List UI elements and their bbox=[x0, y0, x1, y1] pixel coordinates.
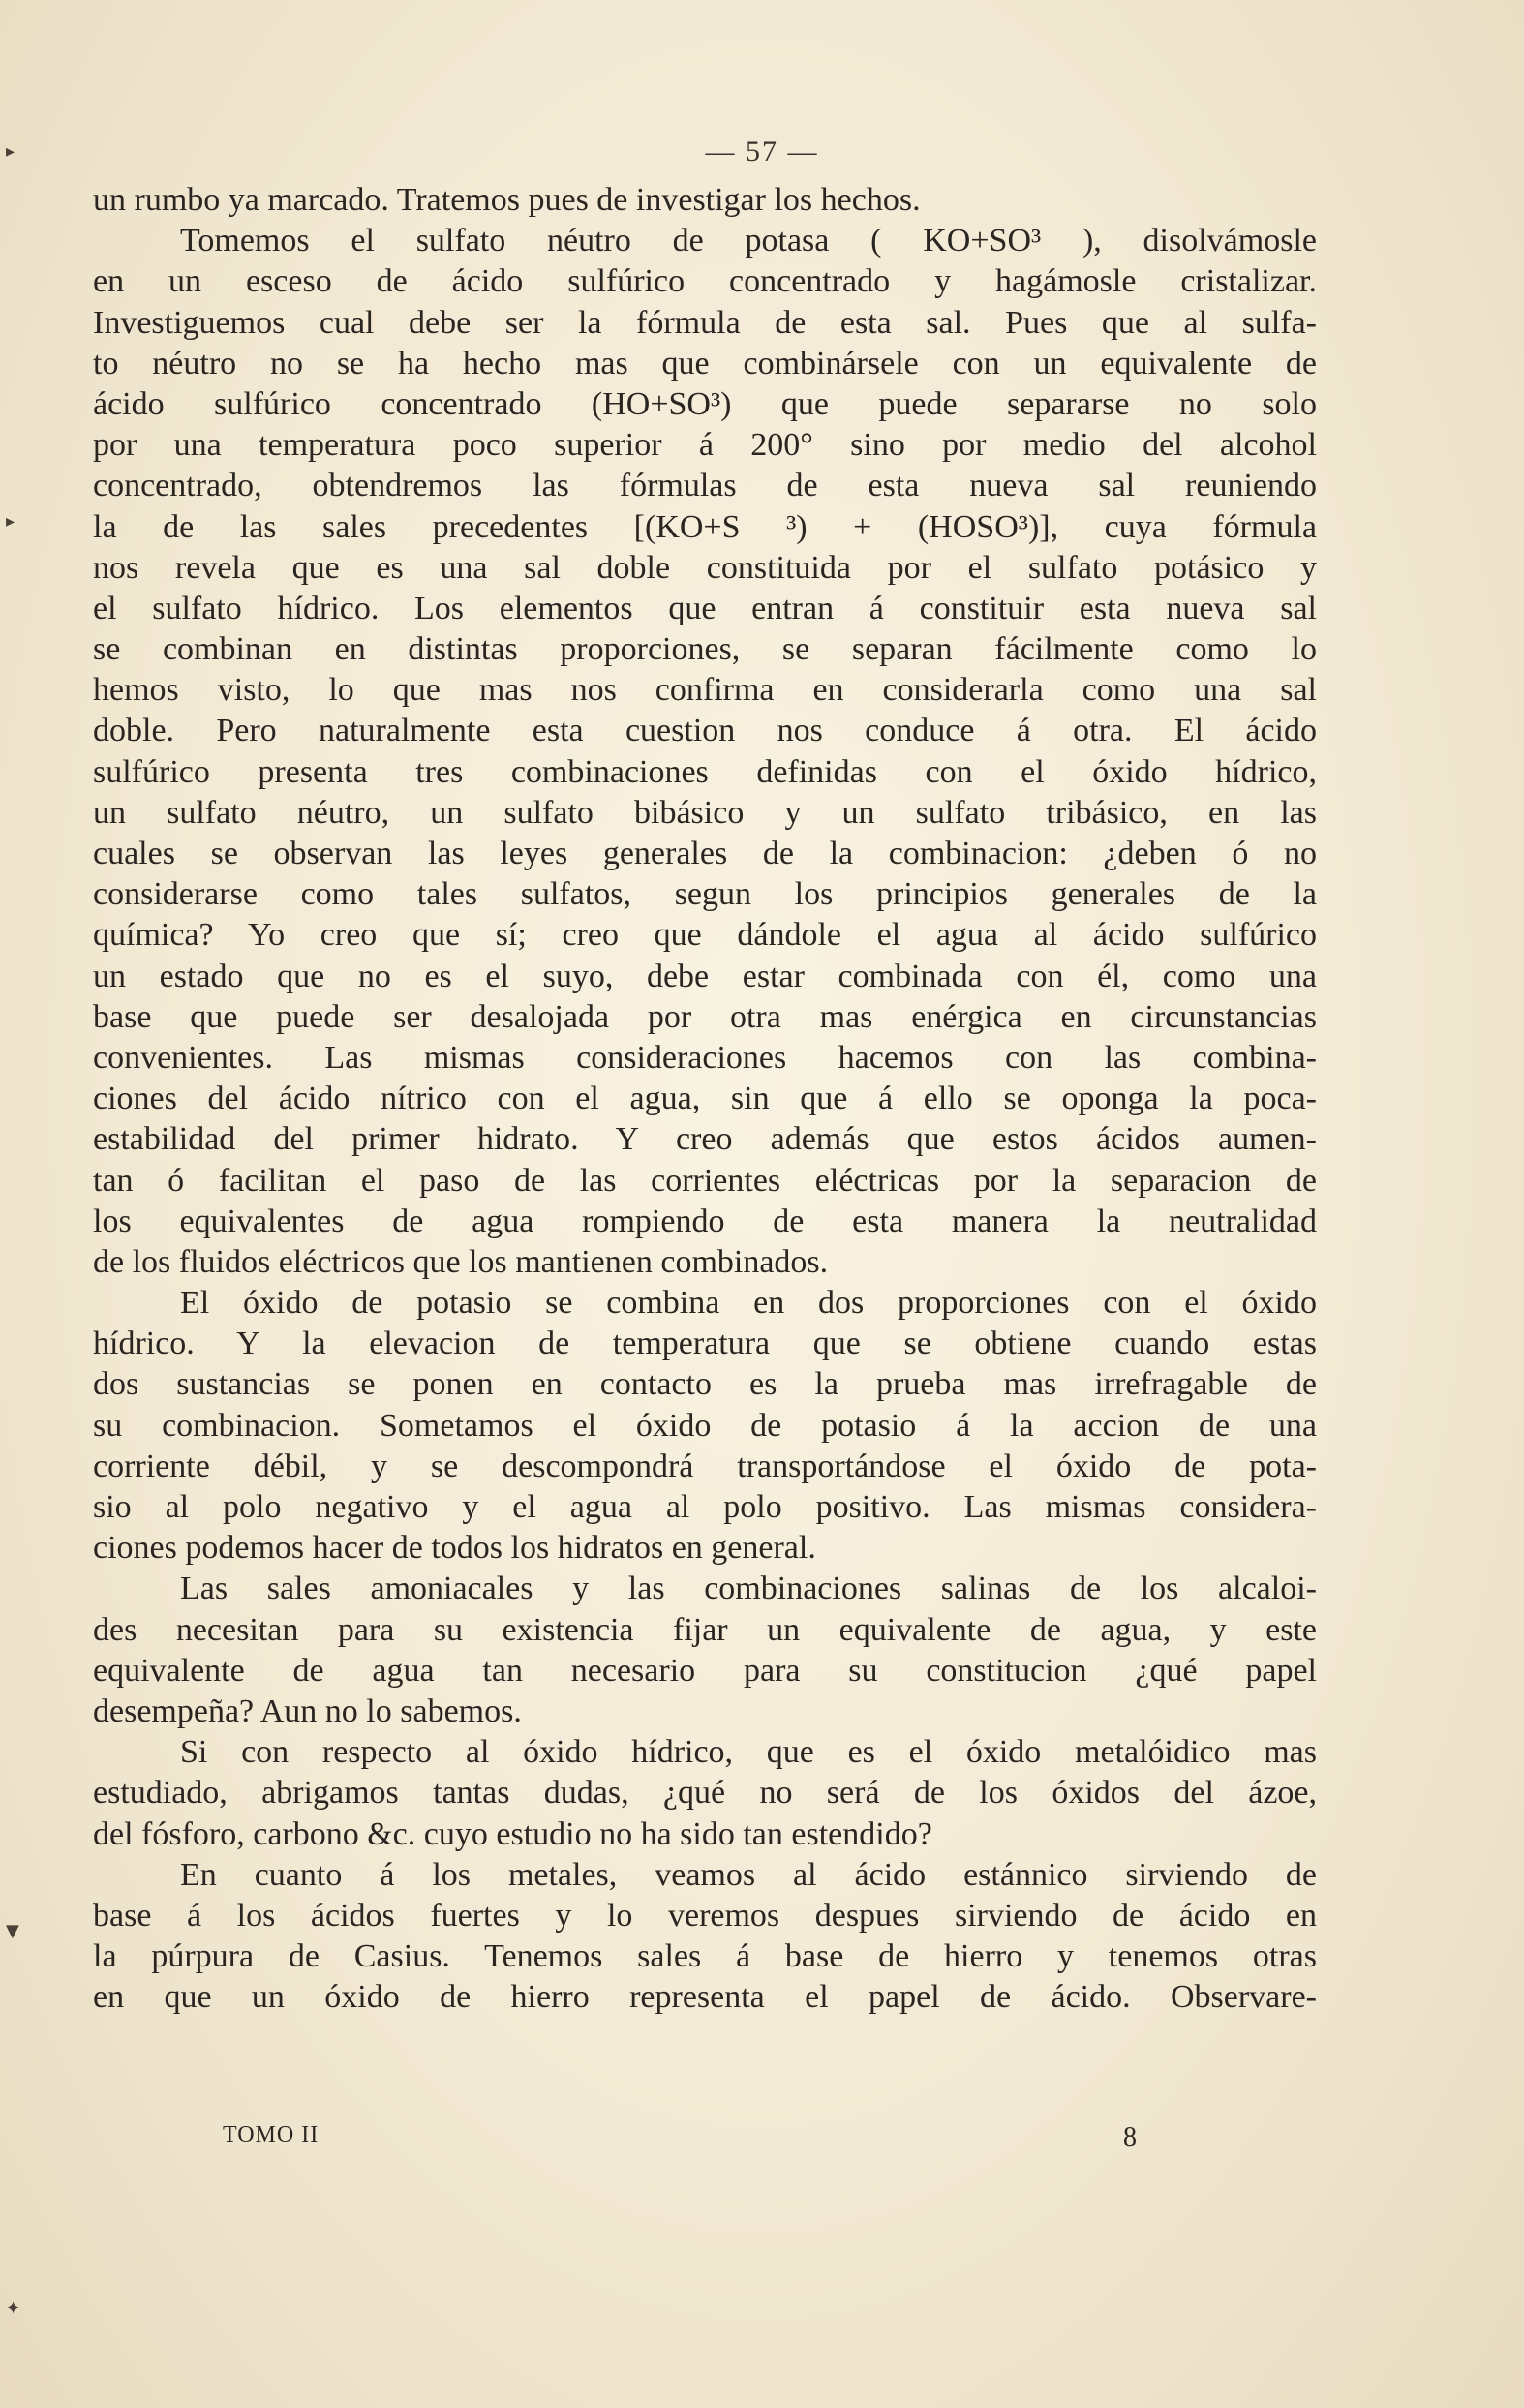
text-line: El óxido de potasio se combina en dos proporciones con el óxido bbox=[180, 1285, 1317, 1322]
text-line: sio al polo negativo y el agua al polo positivo. Las mismas considera- bbox=[93, 1489, 1317, 1525]
text-line: En cuanto á los metales, veamos al ácido estánnico sirviendo de bbox=[180, 1856, 1317, 1893]
margin-mark: ▸ bbox=[6, 141, 15, 162]
text-line: Investiguemos cual debe ser la fórmula de esta sal. Pues que al sulfa- bbox=[93, 304, 1317, 341]
page-number: — 57 — bbox=[705, 136, 819, 168]
margin-mark: ▸ bbox=[6, 511, 15, 532]
text-line: se combinan en distintas proporciones, se separan fácilmente como lo bbox=[93, 631, 1317, 668]
text-line: Tomemos el sulfato néutro de potasa ( KO+SO³ ), disolvámosle bbox=[180, 223, 1317, 259]
text-line: hídrico. Y la elevacion de temperatura que se obtiene cuando estas bbox=[93, 1326, 1317, 1362]
text-line: hemos visto, lo que mas nos confirma en considerarla como una sal bbox=[93, 672, 1317, 709]
body-text bbox=[93, 180, 1317, 2018]
text-line: sulfúrico presenta tres combinaciones definidas con el óxido hídrico, bbox=[93, 753, 1317, 790]
text-line: estudiado, abrigamos tantas dudas, ¿qué no será de los óxidos del ázoe, bbox=[93, 1775, 1317, 1812]
text-line: ácido sulfúrico concentrado (HO+SO³) que puede separarse no solo bbox=[93, 385, 1317, 422]
text-line: los equivalentes de agua rompiendo de esta manera la neutralidad bbox=[93, 1203, 1317, 1239]
text-line: ciones del ácido nítrico con el agua, sin que á ello se oponga la poca- bbox=[93, 1081, 1317, 1117]
text-line: base que puede ser desalojada por otra mas enérgica en circunstancias bbox=[93, 998, 1317, 1035]
text-line: el sulfato hídrico. Los elementos que entran á constituir esta nueva sal bbox=[93, 590, 1317, 626]
text-line: química? Yo creo que sí; creo que dándole el agua al ácido sulfúrico bbox=[93, 917, 1317, 954]
text-line: la de las sales precedentes [(KO+S ³) + (HOSO³)], cuya fórmula bbox=[93, 508, 1317, 545]
volume-label: TOMO II bbox=[223, 2122, 320, 2148]
text-line: un sulfato néutro, un sulfato bibásico y un sulfato tribásico, en las bbox=[93, 794, 1317, 831]
text-line: un estado que no es el suyo, debe estar combinada con él, como una bbox=[93, 958, 1317, 994]
text-line: de los fluidos eléctricos que los mantienen combinados. bbox=[93, 1243, 829, 1280]
text-line: en que un óxido de hierro representa el papel de ácido. Observare- bbox=[93, 1979, 1317, 2016]
text-line: cuales se observan las leyes generales de la combinacion: ¿deben ó no bbox=[93, 836, 1317, 871]
margin-mark: ✦ bbox=[6, 2299, 21, 2319]
text-line: desempeña? Aun no lo sabemos. bbox=[93, 1692, 522, 1729]
text-line: tan ó facilitan el paso de las corrientes eléctricas por la separacion de bbox=[93, 1162, 1317, 1199]
text-line: Las sales amoniacales y las combinaciones salinas de los alcaloi- bbox=[180, 1570, 1317, 1607]
text-line: en un esceso de ácido sulfúrico concentrado y hagámosle cristalizar. bbox=[93, 263, 1317, 300]
text-line: del fósforo, carbono &c. cuyo estudio no ha sido tan estendido? bbox=[93, 1815, 932, 1852]
text-line: un rumbo ya marcado. Tratemos pues de investigar los hechos. bbox=[93, 182, 921, 218]
signature-mark: 8 bbox=[1123, 2122, 1137, 2152]
text-line: des necesitan para su existencia fijar un equivalente de agua, y este bbox=[93, 1611, 1317, 1648]
text-line: convenientes. Las mismas consideraciones hacemos con las combina- bbox=[93, 1039, 1317, 1076]
text-line: ciones podemos hacer de todos los hidratos en general. bbox=[93, 1530, 816, 1567]
text-line: estabilidad del primer hidrato. Y creo además que estos ácidos aumen- bbox=[93, 1121, 1317, 1158]
text-line: su combinacion. Sometamos el óxido de potasio á la accion de una bbox=[93, 1407, 1317, 1444]
text-line: concentrado, obtendremos las fórmulas de esta nueva sal reuniendo bbox=[93, 468, 1317, 504]
text-line: doble. Pero naturalmente esta cuestion nos conduce á otra. El ácido bbox=[93, 713, 1317, 749]
text-line: corriente débil, y se descompondrá transportándose el óxido de pota- bbox=[93, 1448, 1317, 1484]
text-line: considerarse como tales sulfatos, segun los principios generales de la bbox=[93, 876, 1317, 913]
text-line: to néutro no se ha hecho mas que combinársele con un equivalente de bbox=[93, 345, 1317, 381]
text-line: nos revela que es una sal doble constituida por el sulfato potásico y bbox=[93, 549, 1317, 586]
text-line: por una temperatura poco superior á 200° sino por medio del alcohol bbox=[93, 427, 1317, 464]
text-line: base á los ácidos fuertes y lo veremos despues sirviendo de ácido en bbox=[93, 1897, 1317, 1934]
margin-mark: ▼ bbox=[6, 1921, 19, 1941]
text-line: la púrpura de Casius. Tenemos sales á base de hierro y tenemos otras bbox=[93, 1938, 1317, 1975]
text-line: equivalente de agua tan necesario para su constitucion ¿qué papel bbox=[93, 1652, 1317, 1689]
text-line: dos sustancias se ponen en contacto es la prueba mas irrefragable de bbox=[93, 1366, 1317, 1403]
text-line: Si con respecto al óxido hídrico, que es el óxido metalóidico mas bbox=[180, 1734, 1317, 1771]
